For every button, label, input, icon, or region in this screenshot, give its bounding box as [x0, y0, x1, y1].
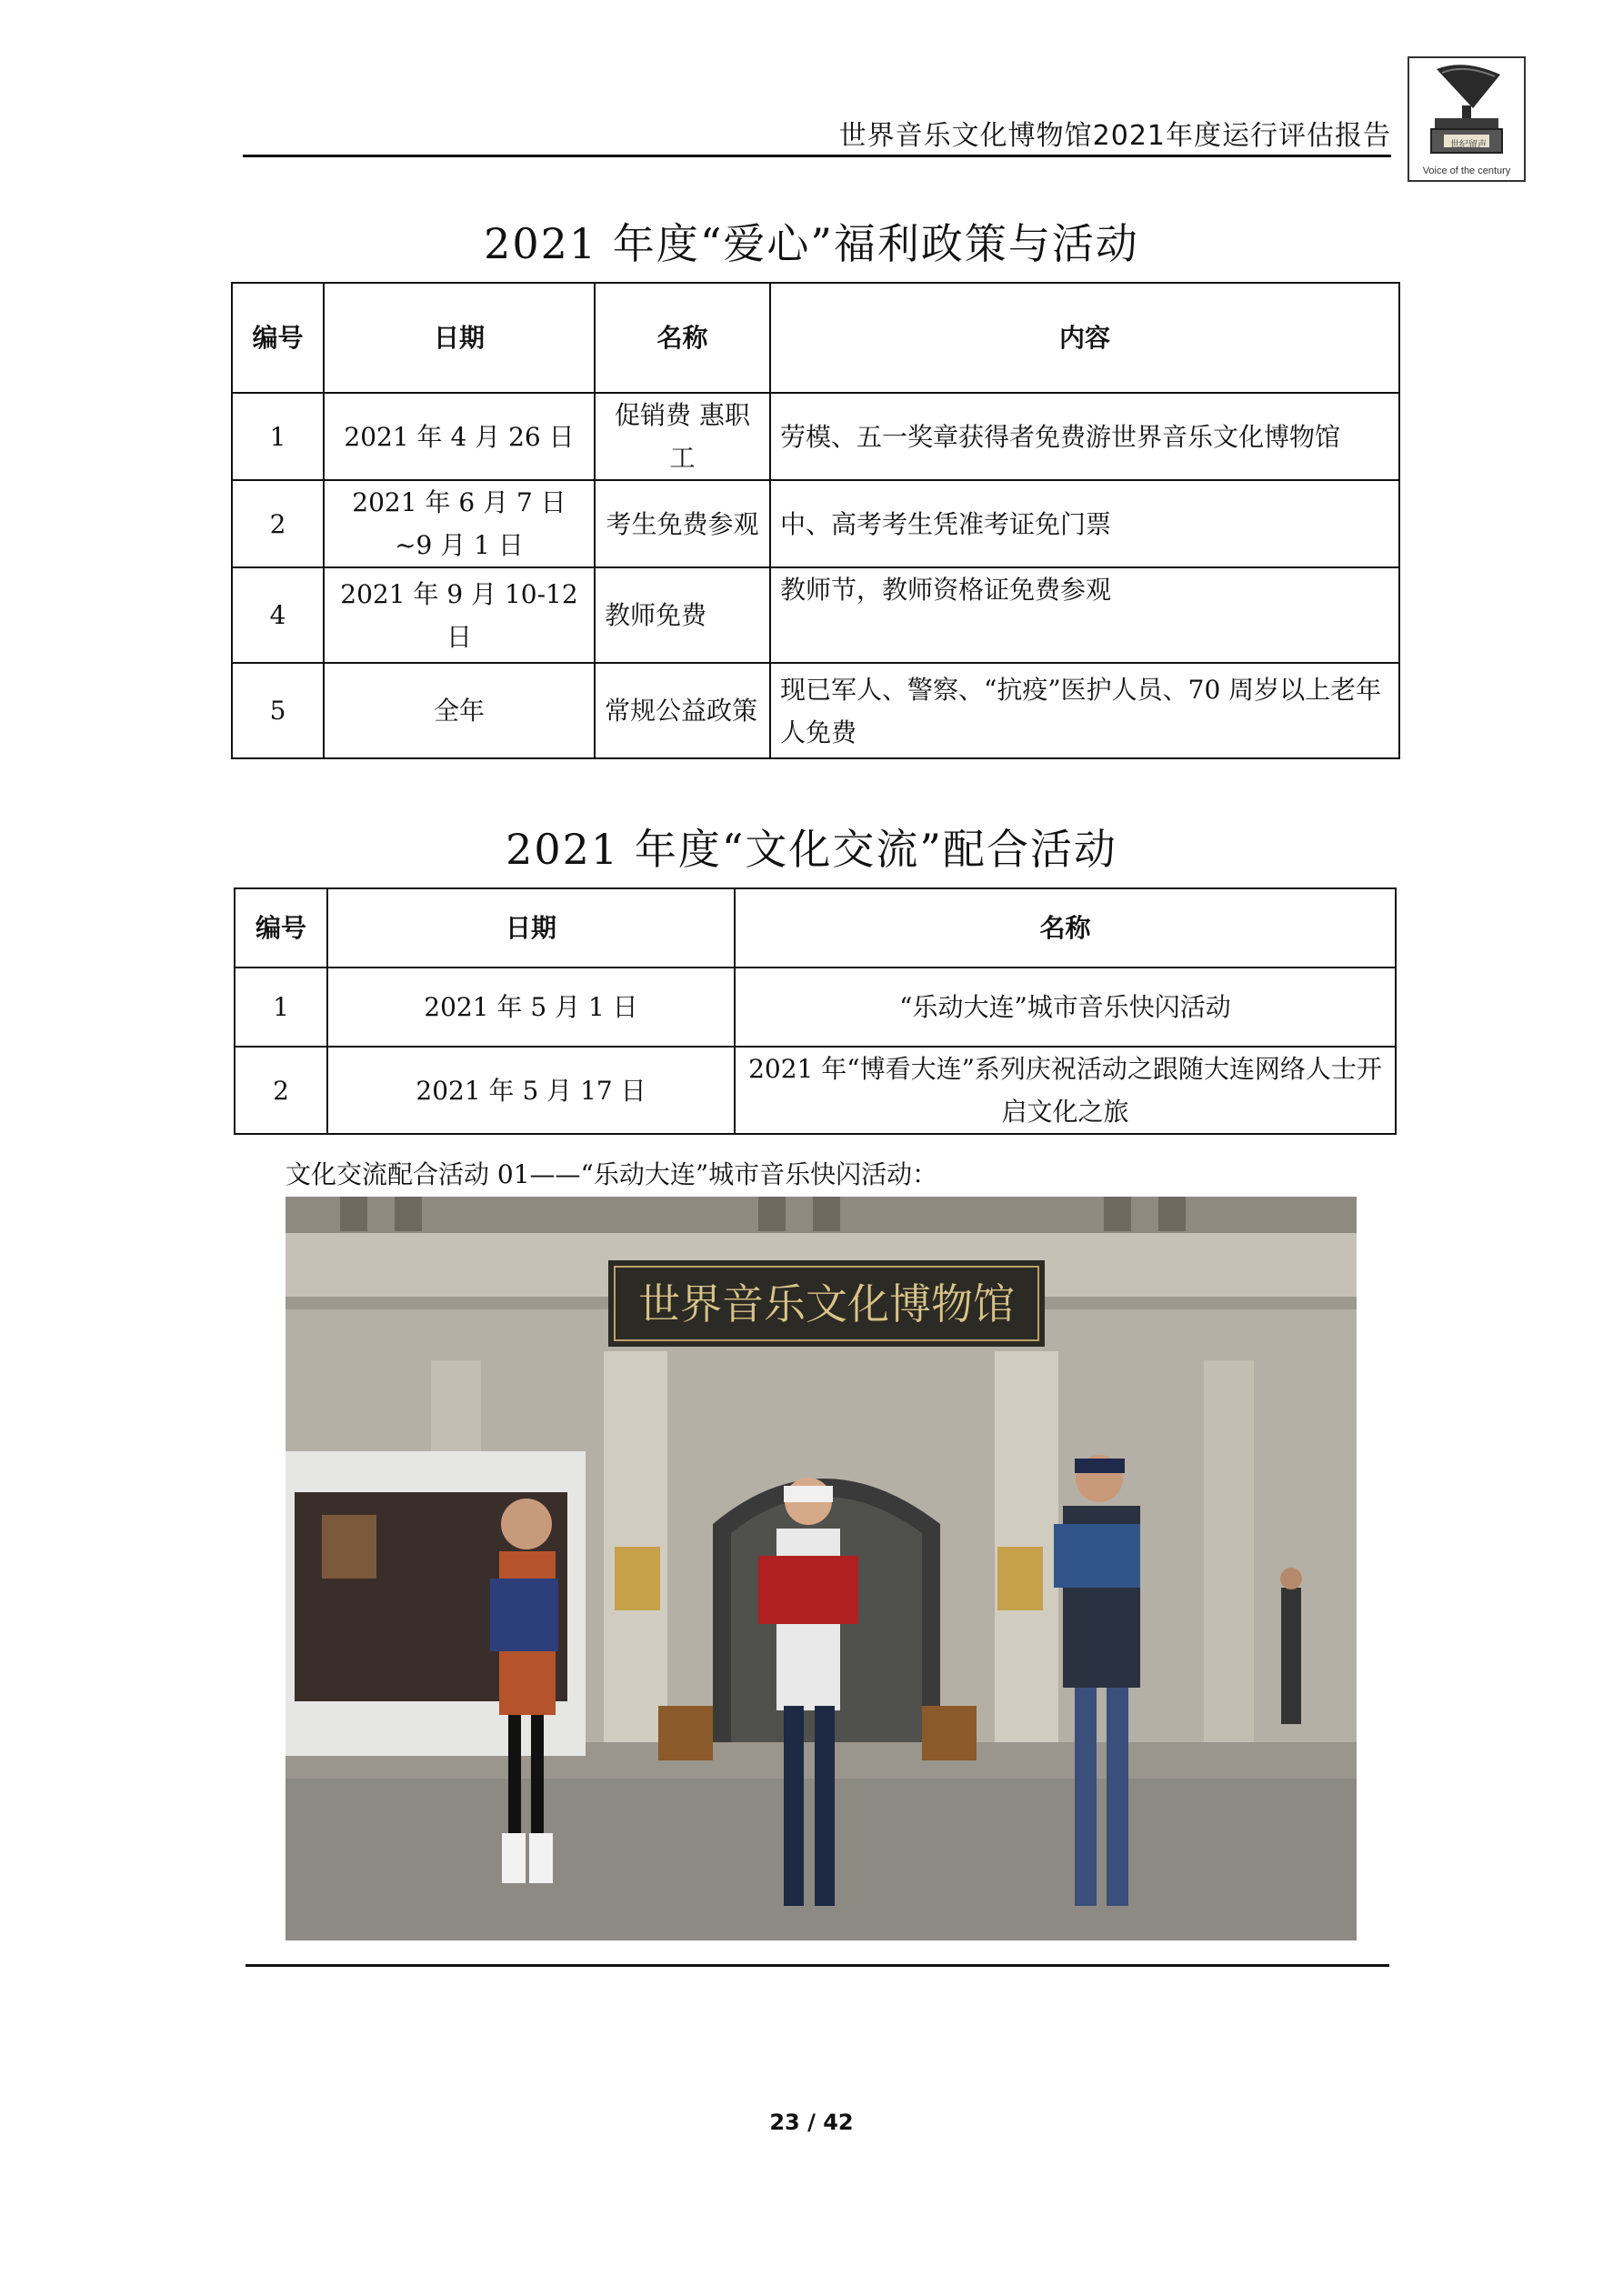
table-header-row: [235, 888, 1396, 968]
cell-content: 现已军人、警察、“抗疫”医护人员、70 周岁以上老年人免费: [770, 663, 1399, 758]
museum-sign-text: 世界音乐文化博物馆: [638, 1279, 1015, 1328]
column-header: 日期: [327, 888, 735, 968]
table-row: [232, 663, 1399, 758]
cell-no: 5: [232, 663, 324, 758]
cell-date: 2021 年 4 月 26 日: [324, 393, 595, 480]
page-number: 23 / 42: [769, 2110, 854, 2135]
table-header-row: [232, 283, 1399, 393]
table-row: [232, 567, 1399, 663]
column-header: 编号: [232, 283, 324, 393]
welfare-table: [231, 282, 1400, 759]
column-header: 名称: [595, 283, 770, 393]
logo-caption: Voice of the century: [1422, 165, 1511, 176]
table-row: [235, 968, 1396, 1047]
museum-logo: [1408, 56, 1526, 182]
column-header: 内容: [770, 283, 1399, 393]
report-header-title: 世界音乐文化博物馆2021年度运行评估报告: [838, 120, 1391, 152]
cell-date: 2021 年 9 月 10-12 日: [324, 567, 595, 663]
museum-facade-image: [286, 1197, 1357, 1940]
table-row: [232, 393, 1399, 480]
cell-date: 2021 年 5 月 17 日: [327, 1047, 735, 1134]
footer-divider: [245, 1964, 1389, 1967]
photo-caption: 文化交流配合活动 01——“乐动大连”城市音乐快闪活动：: [286, 1159, 938, 1189]
column-header: 日期: [324, 283, 595, 393]
event-photo: [286, 1197, 1357, 1940]
table-row: [235, 1047, 1396, 1134]
section-title-culture: 2021 年度“文化交流”配合活动: [506, 825, 1117, 874]
header-divider: [243, 155, 1391, 157]
cell-no: 2: [232, 480, 324, 567]
cell-name: 教师免费: [595, 567, 770, 663]
logo-sign-text: 世纪留声: [1450, 140, 1487, 150]
cell-no: 1: [232, 393, 324, 480]
cell-no: 4: [232, 567, 324, 663]
cell-date: 2021 年 6 月 7 日~9 月 1 日: [324, 480, 595, 567]
cell-content: 中、高考考生凭准考证免门票: [770, 480, 1399, 567]
cell-name: 考生免费参观: [595, 480, 770, 567]
column-header: 名称: [735, 888, 1396, 968]
column-header: 编号: [235, 888, 327, 968]
cell-date: 2021 年 5 月 1 日: [327, 968, 735, 1047]
cell-name: 促销费 惠职工: [595, 393, 770, 480]
section-title-welfare: 2021 年度“爱心”福利政策与活动: [484, 219, 1139, 268]
cell-no: 2: [235, 1047, 327, 1134]
culture-exchange-table: [234, 887, 1397, 1135]
cell-content: 劳模、五一奖章获得者免费游世界音乐文化博物馆: [770, 393, 1399, 480]
cell-content: 教师节，教师资格证免费参观: [770, 567, 1399, 663]
table-row: [232, 480, 1399, 567]
cell-date: 全年: [324, 663, 595, 758]
cell-name: “乐动大连”城市音乐快闪活动: [735, 968, 1396, 1047]
cell-name: 常规公益政策: [595, 663, 770, 758]
cell-name: 2021 年“博看大连”系列庆祝活动之跟随大连网络人士开启文化之旅: [735, 1047, 1396, 1134]
cell-no: 1: [235, 968, 327, 1047]
